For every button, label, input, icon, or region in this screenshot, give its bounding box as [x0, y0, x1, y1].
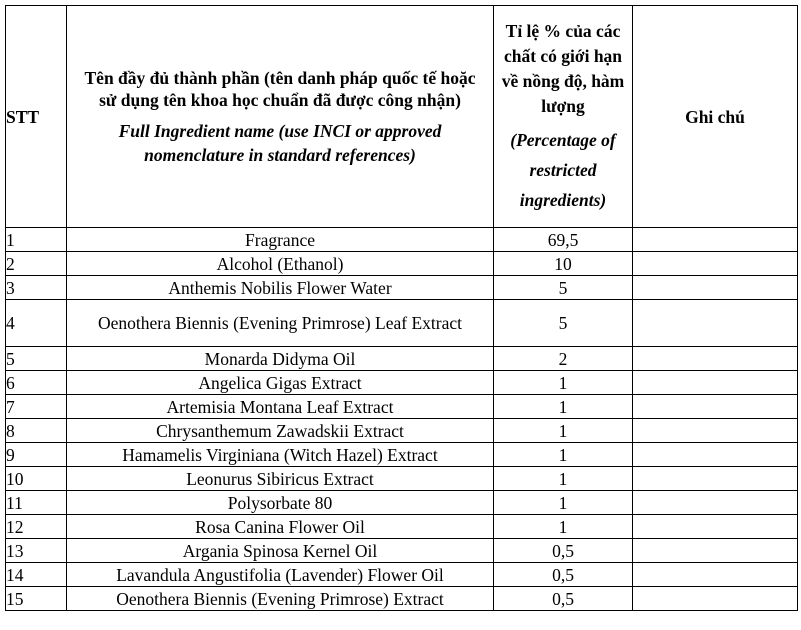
row-percentage: 10	[494, 252, 633, 276]
table-header	[6, 6, 798, 228]
row-stt: 9	[6, 443, 67, 467]
row-stt: 14	[6, 563, 67, 587]
row-note	[633, 587, 798, 611]
row-stt: 15	[6, 587, 67, 611]
row-percentage: 5	[494, 300, 633, 347]
header-percentage-vietnamese: Tỉ lệ % của các chất có giới hạn về nồng độ, hàm lượng	[501, 20, 625, 116]
row-note	[633, 491, 798, 515]
row-ingredient-name: Fragrance	[67, 228, 494, 252]
header-percentage	[494, 6, 633, 228]
row-ingredient-name: Alcohol (Ethanol)	[67, 252, 494, 276]
row-percentage: 0,5	[494, 563, 633, 587]
row-note	[633, 539, 798, 563]
header-name-vietnamese: Tên đầy đủ thành phần (tên danh pháp quốc tế hoặc sử dụng tên khoa học chuẩn đã được công nhận)	[84, 67, 476, 110]
row-stt: 2	[6, 252, 67, 276]
row-percentage: 1	[494, 467, 633, 491]
row-percentage: 1	[494, 419, 633, 443]
table-row	[6, 587, 798, 611]
row-note	[633, 419, 798, 443]
row-note	[633, 395, 798, 419]
row-ingredient-name: Chrysanthemum Zawadskii Extract	[67, 419, 494, 443]
row-ingredient-name: Oenothera Biennis (Evening Primrose) Leaf Extract	[67, 300, 494, 347]
table-row	[6, 443, 798, 467]
row-stt: 11	[6, 491, 67, 515]
row-percentage: 5	[494, 276, 633, 300]
row-percentage: 0,5	[494, 539, 633, 563]
table-row	[6, 539, 798, 563]
row-ingredient-name: Hamamelis Virginiana (Witch Hazel) Extract	[67, 443, 494, 467]
row-note	[633, 228, 798, 252]
row-ingredient-name: Angelica Gigas Extract	[67, 371, 494, 395]
row-note	[633, 515, 798, 539]
row-ingredient-name: Anthemis Nobilis Flower Water	[67, 276, 494, 300]
ingredients-table	[5, 5, 798, 611]
row-ingredient-name: Lavandula Angustifolia (Lavender) Flower Oil	[67, 563, 494, 587]
row-stt: 5	[6, 347, 67, 371]
header-note: Ghi chú	[633, 6, 798, 228]
row-stt: 3	[6, 276, 67, 300]
row-ingredient-name: Argania Spinosa Kernel Oil	[67, 539, 494, 563]
table-row	[6, 515, 798, 539]
header-name-english: Full Ingredient name (use INCI or approved nomenclature in standard references)	[118, 120, 442, 165]
row-percentage: 1	[494, 491, 633, 515]
row-note	[633, 467, 798, 491]
row-note	[633, 276, 798, 300]
row-ingredient-name: Polysorbate 80	[67, 491, 494, 515]
row-percentage: 0,5	[494, 587, 633, 611]
row-ingredient-name: Oenothera Biennis (Evening Primrose) Extract	[67, 587, 494, 611]
table-row	[6, 419, 798, 443]
header-stt: STT	[6, 6, 67, 228]
table-row	[6, 395, 798, 419]
table-row	[6, 491, 798, 515]
row-note	[633, 252, 798, 276]
table-row	[6, 563, 798, 587]
row-stt: 12	[6, 515, 67, 539]
row-stt: 1	[6, 228, 67, 252]
row-note	[633, 371, 798, 395]
row-ingredient-name: Rosa Canina Flower Oil	[67, 515, 494, 539]
table-row	[6, 300, 798, 347]
row-note	[633, 443, 798, 467]
header-row	[6, 6, 798, 228]
table-body	[6, 228, 798, 611]
table-row	[6, 252, 798, 276]
row-stt: 7	[6, 395, 67, 419]
row-stt: 6	[6, 371, 67, 395]
table-row	[6, 228, 798, 252]
row-stt: 8	[6, 419, 67, 443]
row-percentage: 69,5	[494, 228, 633, 252]
header-percentage-english: (Percentage of restricted ingredients)	[510, 129, 616, 210]
row-stt: 4	[6, 300, 67, 347]
table-row	[6, 347, 798, 371]
row-percentage: 1	[494, 395, 633, 419]
table-row	[6, 467, 798, 491]
table-row	[6, 371, 798, 395]
row-stt: 13	[6, 539, 67, 563]
row-stt: 10	[6, 467, 67, 491]
row-percentage: 1	[494, 515, 633, 539]
row-note	[633, 300, 798, 347]
row-ingredient-name: Monarda Didyma Oil	[67, 347, 494, 371]
row-percentage: 1	[494, 443, 633, 467]
table-row	[6, 276, 798, 300]
row-ingredient-name: Leonurus Sibiricus Extract	[67, 467, 494, 491]
row-percentage: 2	[494, 347, 633, 371]
row-percentage: 1	[494, 371, 633, 395]
row-note	[633, 347, 798, 371]
row-ingredient-name: Artemisia Montana Leaf Extract	[67, 395, 494, 419]
row-note	[633, 563, 798, 587]
header-ingredient-name	[67, 6, 494, 228]
